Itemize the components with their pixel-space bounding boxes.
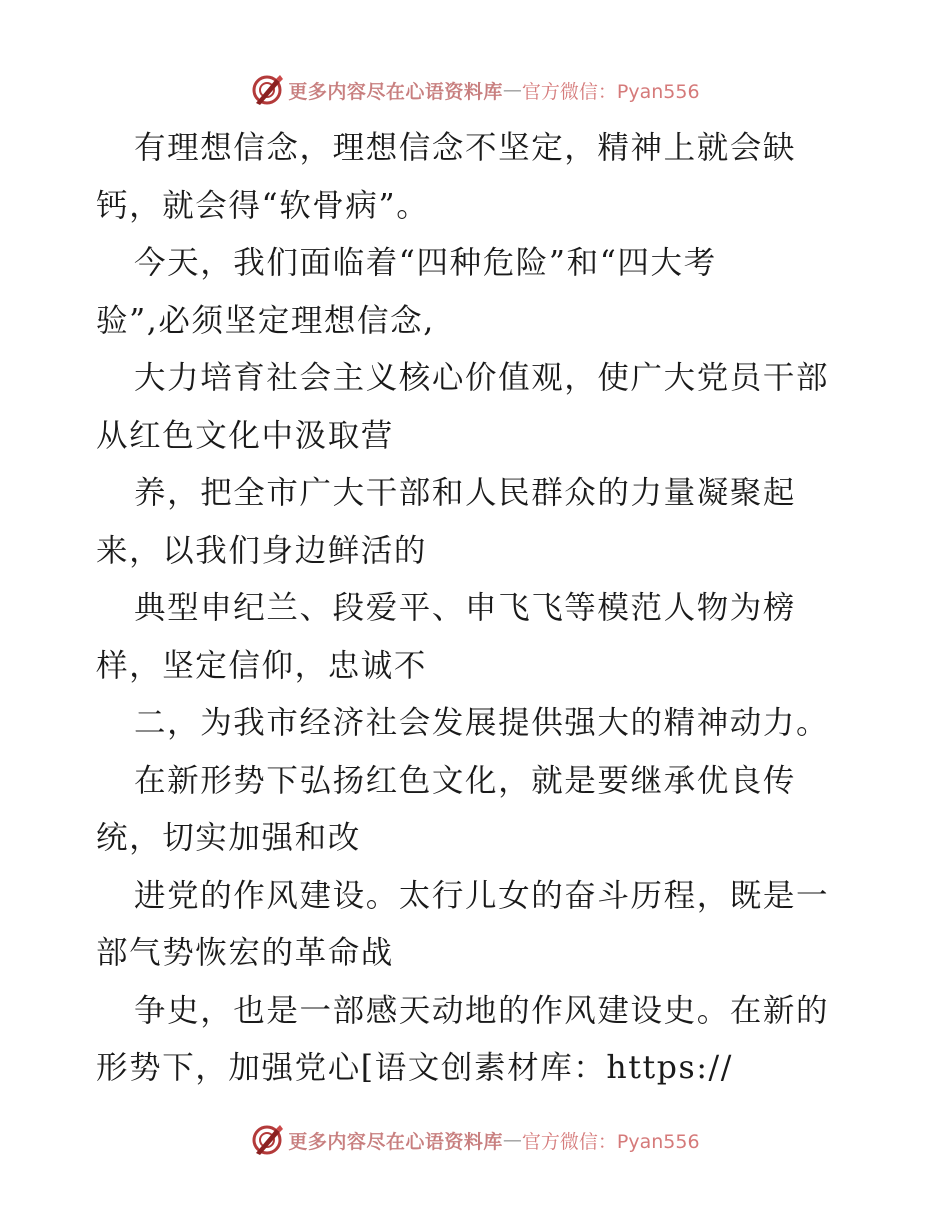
text-line: 有理想信念，理想信念不坚定，精神上就会缺 <box>134 130 797 166</box>
text-line: 进党的作风建设。太行儿女的奋斗历程，既是一 <box>134 877 830 914</box>
watermark-main-text: 更多内容尽在心语资料库 <box>288 80 503 103</box>
text-line: 从红色文化中汲取营 <box>96 417 394 454</box>
text-line: 养，把全市广大干部和人民群众的力量凝聚起 <box>134 475 797 511</box>
text-line: 钙，就会得“软骨病”。 <box>96 187 430 224</box>
watermark-main-text: 更多内容尽在心语资料库 <box>288 1130 503 1153</box>
watermark-wechat-text: 官方微信：Pyan556 <box>521 1130 700 1153</box>
text-line: 验”,必须坚定理想信念, <box>96 302 435 339</box>
watermark-wechat-text: 官方微信：Pyan556 <box>521 80 700 103</box>
text-line: 样，坚定信仰，忠诚不 <box>96 647 428 684</box>
text-line: 争史，也是一部感天动地的作风建设史。在新的 <box>134 992 830 1029</box>
text-line: 大力培育社会主义核心价值观，使广大党员干部 <box>134 360 830 396</box>
text-line: 形势下，加强党心[语文创素材库：https:// <box>96 1050 733 1086</box>
text-line: 典型申纪兰、段爱平、申飞飞等模范人物为榜 <box>134 590 797 626</box>
text-line: 在新形势下弘扬红色文化，就是要继承优良传 <box>134 762 797 799</box>
text-line: 部气势恢宏的革命战 <box>96 935 394 971</box>
pen-logo-icon <box>250 1123 284 1157</box>
text-line: 二，为我市经济社会发展提供强大的精神动力。 <box>134 705 830 741</box>
watermark-separator: — <box>502 1129 522 1151</box>
text-line: 来，以我们身边鲜活的 <box>96 532 428 569</box>
header-watermark <box>0 70 950 110</box>
pen-logo-icon <box>250 73 284 107</box>
text-line: 统，切实加强和改 <box>96 820 361 856</box>
watermark-separator: — <box>502 79 522 101</box>
footer-watermark <box>0 1120 950 1160</box>
text-line: 今天，我们面临着“四种危险”和“四大考 <box>134 245 717 281</box>
document-body <box>96 120 886 1098</box>
